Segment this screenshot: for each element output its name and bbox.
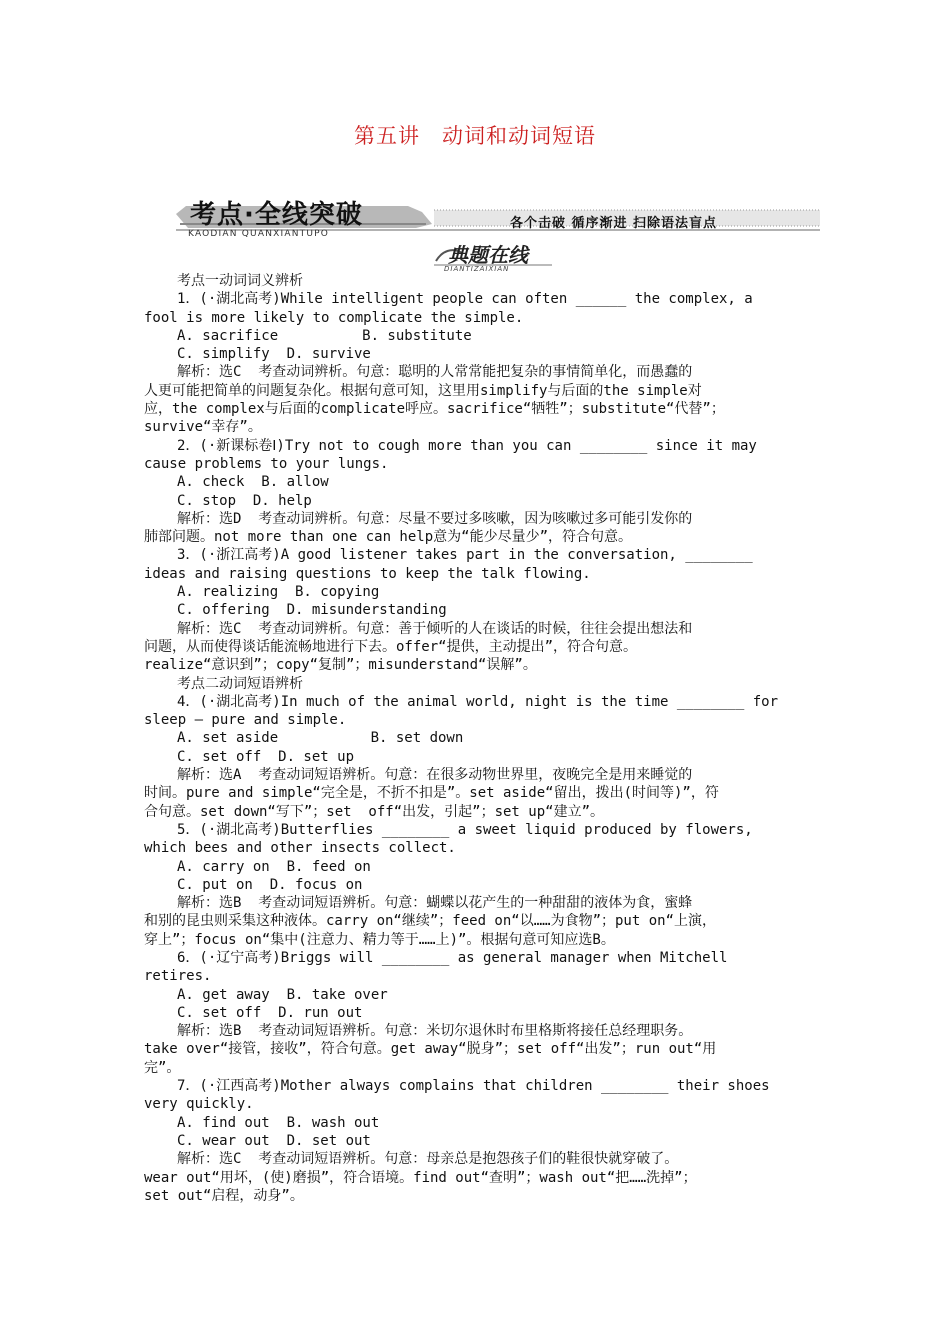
text-line: 合句意。set down“写下”；set off“出发，引起”；set up“建立”。 <box>144 803 605 820</box>
text-line: 4．(·湖北高考)In much of the animal world, night is the time ________ for <box>177 693 779 710</box>
text-line: 解析：选C 考查动词辨析。句意：善于倾听的人在谈话的时候，往往会提出想法和 <box>177 620 693 637</box>
text-line: A. set aside B. set down <box>177 730 464 747</box>
text-line: 完”。 <box>144 1059 181 1076</box>
text-line: 解析：选D 考查动词辨析。句意：尽量不要过多咳嗽，因为咳嗽过多可能引发你的 <box>177 510 693 527</box>
text-line: take over“接管，接收”，符合句意。get away“脱身”；set off“出发”；run out“用 <box>144 1041 717 1058</box>
text-line: survive“幸存”。 <box>144 419 262 436</box>
text-line: A. find out B. wash out <box>177 1114 380 1131</box>
text-line: 2．(·新课标卷Ⅰ)Try not to cough more than you can ________ since it may <box>177 437 757 454</box>
text-line: C. stop D. help <box>177 492 312 509</box>
section-logo-pinyin: DIANTIZAIXIAN <box>444 265 510 273</box>
text-line: very quickly. <box>144 1096 254 1113</box>
text-line: 解析：选B 考查动词短语辨析。句意：米切尔退休时布里格斯将接任总经理职务。 <box>177 1023 693 1040</box>
text-line: cause problems to your lungs. <box>144 455 389 472</box>
text-line: retires. <box>144 968 212 985</box>
text-line: which bees and other insects collect. <box>144 840 456 857</box>
text-line: 解析：选B 考查动词短语辨析。句意：蝴蝶以花产生的一种甜甜的液体为食，蜜蜂 <box>177 895 693 912</box>
text-line: 问题，从而使得谈话能流畅地进行下去。offer“提供，主动提出”，符合句意。 <box>144 638 637 655</box>
text-line: A. carry on B. feed on <box>177 858 371 875</box>
text-line: 解析：选A 考查动词短语辨析。句意：在很多动物世界里，夜晚完全是用来睡觉的 <box>177 767 693 784</box>
text-line: 肺部问题。not more than one can help意为“能少尽量少”，符合句意。 <box>144 529 633 546</box>
text-line: 应，the complex与后面的complicate呼应。sacrifice“牺牲”；substitute“代替”； <box>144 401 725 418</box>
text-line: fool is more likely to complicate the simple. <box>144 309 524 326</box>
page-title: 第五讲 动词和动词短语 <box>354 124 596 148</box>
text-line: 人更可能把简单的问题复杂化。根据句意可知，这里用simplify与后面的the simple对 <box>144 382 702 399</box>
text-line: 考点一动词词义辨析 <box>177 273 303 289</box>
text-line: sleep — pure and simple. <box>144 712 347 729</box>
text-line: ideas and raising questions to keep the talk flowing. <box>144 565 591 582</box>
text-line: 1．(·湖北高考)While intelligent people can often ______ the complex, a <box>177 291 753 308</box>
text-line: set out“启程，动身”。 <box>144 1187 304 1204</box>
text-line: 解析：选C 考查动词短语辨析。句意：母亲总是抱怨孩子们的鞋很快就穿破了。 <box>177 1151 679 1168</box>
exercise-content <box>144 272 806 1205</box>
text-line: A. check B. allow <box>177 474 329 491</box>
text-line: A. realizing B. copying <box>177 584 380 601</box>
text-line: C. simplify D. survive <box>177 346 371 363</box>
banner-subtitle: 各个击破 循序渐进 扫除语法盲点 <box>510 216 718 231</box>
banner-title: 考点·全线突破 <box>190 200 363 230</box>
section-logo <box>432 241 562 275</box>
text-line: 考点二动词短语辨析 <box>177 675 303 692</box>
text-line: wear out“用坏，(使)磨损”，符合语境。find out“查明”；wash out“把……洗掉”； <box>144 1169 697 1186</box>
text-line: 6．(·辽宁高考)Briggs will ________ as general manager when Mitchell <box>177 949 728 966</box>
text-line: C. offering D. misunderstanding <box>177 602 447 619</box>
text-line: 穿上”；focus on“集中(注意力、精力等于……上)”。根据句意可知应选B。 <box>144 931 615 948</box>
text-line: A. get away B. take over <box>177 986 388 1003</box>
text-line: C. set off D. run out <box>177 1004 363 1021</box>
section-logo-text: 典题在线 <box>448 243 528 267</box>
text-line: 和别的昆虫则采集这种液体。carry on“继续”；feed on“以……为食物”；put on“上演， <box>144 913 717 930</box>
text-line: 5．(·湖北高考)Butterflies ________ a sweet liquid produced by flowers, <box>177 821 753 838</box>
section-banner <box>176 198 820 240</box>
banner-pinyin: KAODIAN QUANXIANTUPO <box>188 229 330 239</box>
text-line: 3．(·浙江高考)A good listener takes part in the conversation, ________ <box>177 547 753 564</box>
text-line: A. sacrifice B. substitute <box>177 327 472 344</box>
text-line: C. put on D. focus on <box>177 876 363 893</box>
text-line: realize“意识到”；copy“复制”；misunderstand“误解”。 <box>144 657 537 674</box>
text-line: 时间。pure and simple“完全是，不折不扣是”。set aside“留出，拨出(时间等)”，符 <box>144 785 719 802</box>
text-line: 解析：选C 考查动词辨析。句意：聪明的人常常能把复杂的事情简单化，而愚蠢的 <box>177 364 693 381</box>
text-line: 7．(·江西高考)Mother always complains that children ________ their shoes <box>177 1078 770 1095</box>
text-line: C. wear out D. set out <box>177 1132 371 1149</box>
text-line: C. set off D. set up <box>177 748 355 765</box>
